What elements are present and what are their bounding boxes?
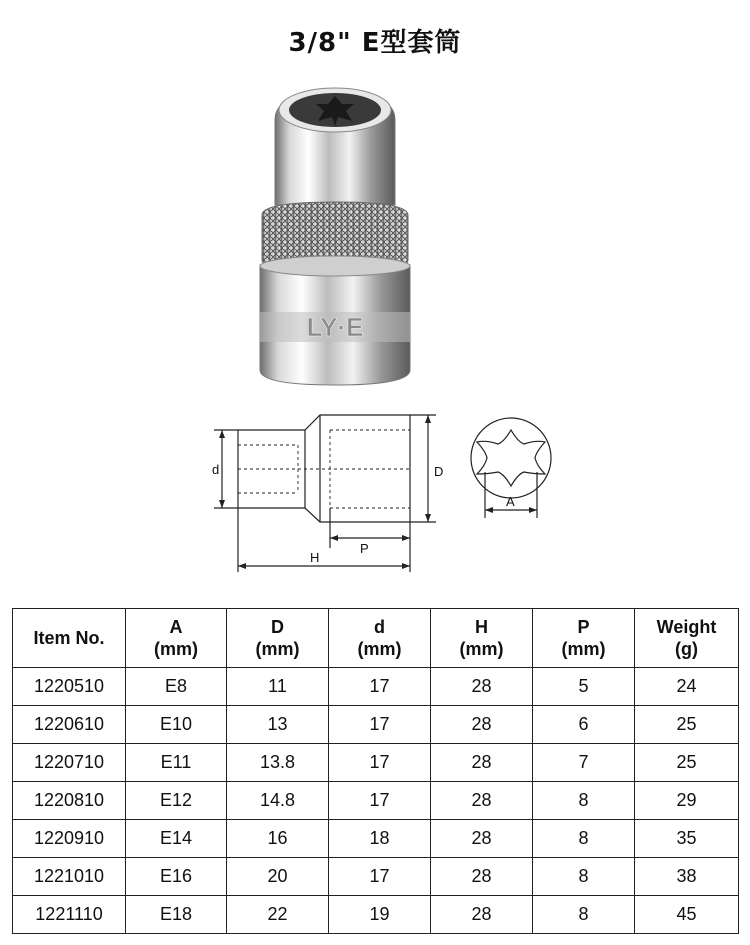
header-a: A (mm) bbox=[126, 609, 227, 668]
table-cell: 28 bbox=[431, 706, 533, 744]
table-cell: 28 bbox=[431, 820, 533, 858]
table-header-row bbox=[13, 609, 739, 668]
label-H: H bbox=[310, 550, 320, 565]
table-row bbox=[13, 858, 739, 896]
table-cell: E18 bbox=[126, 896, 227, 934]
table-cell: 38 bbox=[635, 858, 739, 896]
header-item-no: Item No. bbox=[13, 609, 126, 668]
table-cell: 8 bbox=[533, 782, 635, 820]
table-cell: 1220610 bbox=[13, 706, 126, 744]
table-cell: E11 bbox=[126, 744, 227, 782]
table-cell: E10 bbox=[126, 706, 227, 744]
table-cell: 25 bbox=[635, 744, 739, 782]
table-cell: 17 bbox=[329, 706, 431, 744]
table-cell: 5 bbox=[533, 668, 635, 706]
table-cell: 1220810 bbox=[13, 782, 126, 820]
table-cell: E12 bbox=[126, 782, 227, 820]
table-cell: 11 bbox=[227, 668, 329, 706]
table-row bbox=[13, 744, 739, 782]
label-D: D bbox=[434, 464, 444, 479]
table-cell: E8 bbox=[126, 668, 227, 706]
header-d-outer: D (mm) bbox=[227, 609, 329, 668]
table-cell: 7 bbox=[533, 744, 635, 782]
table-cell: 35 bbox=[635, 820, 739, 858]
table-cell: 28 bbox=[431, 782, 533, 820]
table-cell: 1220510 bbox=[13, 668, 126, 706]
label-P: P bbox=[360, 541, 369, 556]
table-row bbox=[13, 706, 739, 744]
table-cell: 20 bbox=[227, 858, 329, 896]
table-cell: 17 bbox=[329, 744, 431, 782]
table-cell: 28 bbox=[431, 668, 533, 706]
table-cell: 8 bbox=[533, 896, 635, 934]
table-row bbox=[13, 896, 739, 934]
table-cell: 1220710 bbox=[13, 744, 126, 782]
table-cell: E16 bbox=[126, 858, 227, 896]
svg-text:LY·E: LY·E bbox=[306, 312, 364, 342]
table-cell: 1220910 bbox=[13, 820, 126, 858]
table-cell: 45 bbox=[635, 896, 739, 934]
technical-diagram bbox=[200, 400, 570, 585]
table-cell: E14 bbox=[126, 820, 227, 858]
table-cell: 14.8 bbox=[227, 782, 329, 820]
table-row bbox=[13, 820, 739, 858]
table-cell: 24 bbox=[635, 668, 739, 706]
table-cell: 1221110 bbox=[13, 896, 126, 934]
socket-photo bbox=[240, 80, 430, 395]
header-weight: Weight (g) bbox=[635, 609, 739, 668]
table-cell: 8 bbox=[533, 858, 635, 896]
header-d-inner: d (mm) bbox=[329, 609, 431, 668]
page-title: 3/8" E型套筒 bbox=[288, 28, 462, 58]
table-cell: 28 bbox=[431, 858, 533, 896]
label-A: A bbox=[506, 494, 515, 509]
table-cell: 16 bbox=[227, 820, 329, 858]
table-cell: 25 bbox=[635, 706, 739, 744]
table-cell: 17 bbox=[329, 858, 431, 896]
table-row bbox=[13, 782, 739, 820]
spec-table bbox=[12, 608, 739, 934]
table-cell: 17 bbox=[329, 668, 431, 706]
table-cell: 29 bbox=[635, 782, 739, 820]
table-cell: 13.8 bbox=[227, 744, 329, 782]
table-cell: 28 bbox=[431, 896, 533, 934]
table-cell: 1221010 bbox=[13, 858, 126, 896]
table-row bbox=[13, 668, 739, 706]
table-cell: 19 bbox=[329, 896, 431, 934]
table-cell: 17 bbox=[329, 782, 431, 820]
header-p: P (mm) bbox=[533, 609, 635, 668]
label-d: d bbox=[212, 462, 220, 477]
header-h: H (mm) bbox=[431, 609, 533, 668]
table-cell: 22 bbox=[227, 896, 329, 934]
table-cell: 8 bbox=[533, 820, 635, 858]
table-cell: 6 bbox=[533, 706, 635, 744]
table-cell: 18 bbox=[329, 820, 431, 858]
table-cell: 13 bbox=[227, 706, 329, 744]
table-cell: 28 bbox=[431, 744, 533, 782]
